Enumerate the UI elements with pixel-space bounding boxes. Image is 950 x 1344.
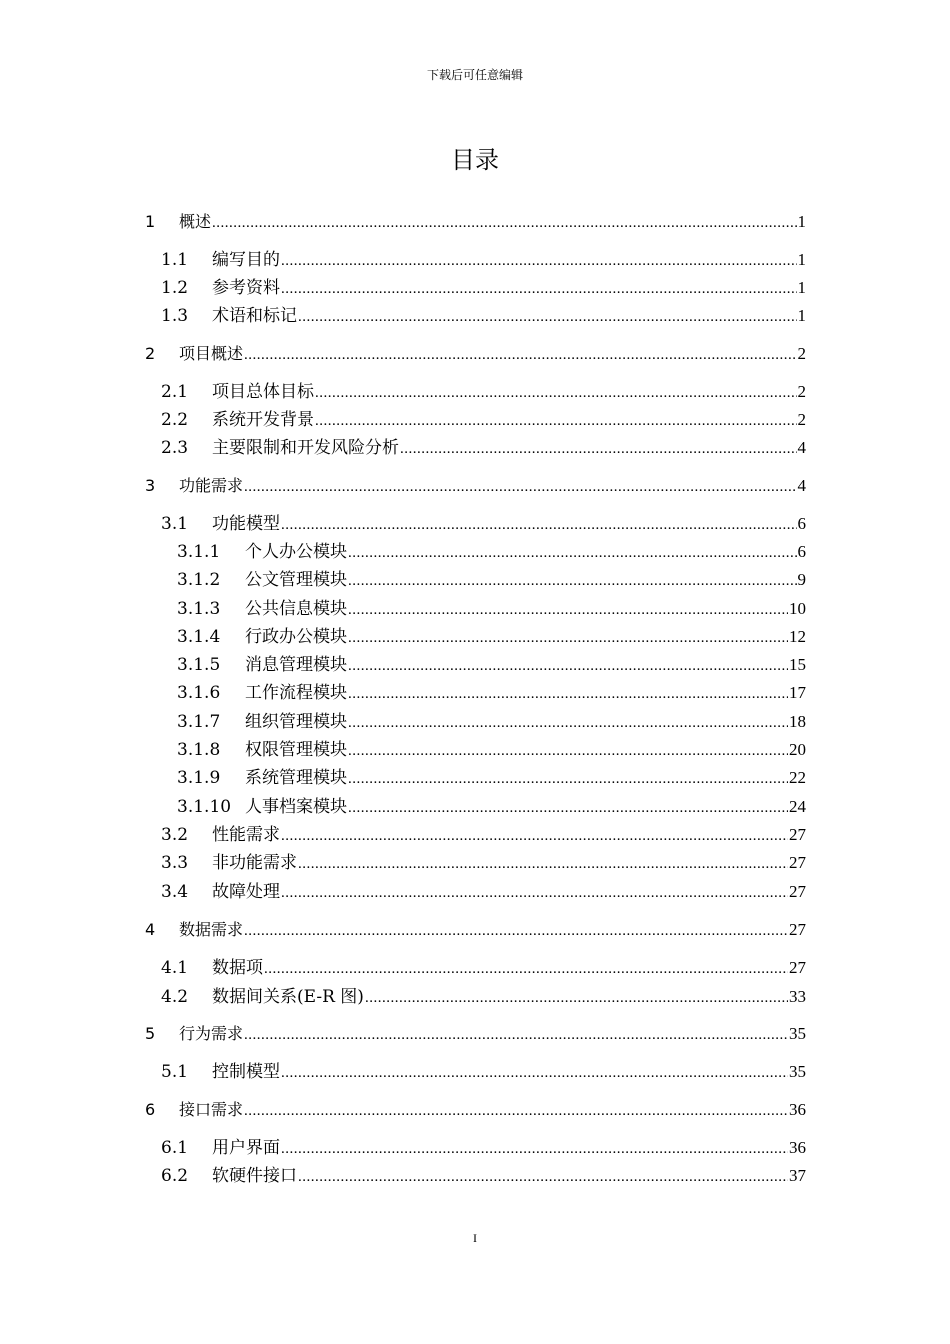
toc-entry[interactable]	[161, 1136, 806, 1160]
toc-entry-page: 6	[797, 542, 806, 561]
toc-dot-leader	[281, 1137, 788, 1161]
toc-dot-leader	[348, 739, 788, 763]
toc-entry[interactable]	[161, 276, 806, 300]
toc-dot-leader	[244, 919, 788, 943]
toc-entry[interactable]	[161, 248, 806, 272]
toc-entry-number: 3.1.6	[177, 683, 221, 703]
toc-entry-page: 12	[789, 627, 806, 646]
toc-dot-leader	[348, 767, 788, 791]
toc-entry[interactable]	[161, 956, 806, 980]
page-header-note: 下载后可任意编辑	[426, 68, 523, 82]
toc-entry-label: 主要限制和开发风险分析	[212, 438, 399, 458]
toc-entry-page: 33	[789, 987, 806, 1006]
toc-entry-label: 公共信息模块	[245, 599, 347, 619]
toc-entry-number: 3.1.9	[177, 768, 221, 788]
toc-entry-label: 编写目的	[212, 250, 280, 270]
toc-entry[interactable]	[161, 408, 806, 432]
toc-entry-page: 10	[789, 599, 806, 618]
toc-dot-leader	[348, 711, 788, 735]
toc-entry[interactable]	[177, 710, 806, 734]
toc-entry-label: 个人办公模块	[245, 542, 347, 562]
toc-entry[interactable]	[177, 766, 806, 790]
toc-dot-leader	[315, 409, 797, 433]
toc-entry-page: 27	[789, 958, 806, 977]
toc-dot-leader	[212, 211, 796, 235]
toc-entry-number: 3.3	[161, 853, 189, 873]
toc-entry-label: 行为需求	[179, 1024, 244, 1043]
toc-dot-leader	[281, 1061, 788, 1085]
toc-entry-number: 3.1.10	[177, 797, 232, 817]
toc-entry-label: 控制模型	[212, 1062, 280, 1082]
toc-entry[interactable]	[177, 597, 806, 621]
toc-entry[interactable]	[161, 823, 806, 847]
toc-entry-number: 4.2	[161, 987, 189, 1007]
toc-entry-page: 18	[789, 712, 806, 731]
toc-entry-number: 2.2	[161, 410, 189, 430]
toc-entry-page: 22	[789, 768, 806, 787]
toc-entry-number: 3.1.8	[177, 740, 221, 760]
toc-dot-leader	[348, 796, 788, 820]
toc-entry[interactable]	[161, 436, 806, 460]
toc-entry[interactable]	[145, 1098, 806, 1122]
toc-entry[interactable]	[161, 985, 806, 1009]
toc-entry-label: 数据间关系(E-R 图)	[212, 987, 364, 1007]
toc-entry-label: 非功能需求	[212, 853, 297, 873]
toc-entry-page: 36	[789, 1138, 806, 1157]
toc-entry-number: 1.1	[161, 250, 189, 270]
toc-entry[interactable]	[177, 653, 806, 677]
toc-entry[interactable]	[161, 380, 806, 404]
toc-entry-label: 术语和标记	[212, 306, 297, 326]
toc-entry-label: 公文管理模块	[245, 570, 347, 590]
toc-entry-label: 数据需求	[179, 920, 244, 939]
toc-entry-label: 系统管理模块	[245, 768, 347, 788]
toc-entry-number: 2.1	[161, 382, 189, 402]
toc-entry-page: 27	[789, 853, 806, 872]
toc-entry[interactable]	[161, 1060, 806, 1084]
toc-dot-leader	[348, 598, 788, 622]
toc-dot-leader	[365, 986, 788, 1010]
toc-dot-leader	[281, 824, 788, 848]
toc-entry-label: 工作流程模块	[245, 683, 347, 703]
toc-entry[interactable]	[177, 681, 806, 705]
toc-entry-page: 27	[789, 882, 806, 901]
toc-dot-leader	[348, 626, 788, 650]
toc-dot-leader	[244, 343, 796, 367]
toc-dot-leader	[244, 1023, 788, 1047]
toc-entry[interactable]	[145, 918, 806, 942]
toc-dot-leader	[298, 852, 788, 876]
toc-entry-number: 3.4	[161, 882, 189, 902]
toc-entry-label: 权限管理模块	[245, 740, 347, 760]
toc-dot-leader	[348, 541, 797, 565]
toc-entry-label: 组织管理模块	[245, 712, 347, 732]
toc-title: 目录	[451, 146, 499, 174]
toc-entry-page: 4	[797, 476, 806, 495]
toc-entry-number: 6	[145, 1100, 156, 1119]
toc-entry-label: 消息管理模块	[245, 655, 347, 675]
toc-entry-number: 1.2	[161, 278, 189, 298]
toc-entry-label: 用户界面	[212, 1138, 280, 1158]
toc-entry-page: 20	[789, 740, 806, 759]
toc-entry-label: 软硬件接口	[212, 1166, 297, 1186]
toc-entry-page: 17	[789, 683, 806, 702]
toc-dot-leader	[348, 654, 788, 678]
toc-entry-label: 接口需求	[179, 1100, 244, 1119]
toc-entry[interactable]	[161, 1164, 806, 1188]
toc-entry[interactable]	[161, 304, 806, 328]
toc-dot-leader	[298, 305, 797, 329]
toc-entry-page: 27	[789, 920, 806, 939]
toc-entry-number: 3.1.5	[177, 655, 221, 675]
toc-entry-number: 3.1.2	[177, 570, 221, 590]
toc-entry-page: 9	[797, 570, 806, 589]
toc-entry-number: 4	[145, 920, 156, 939]
toc-entry-number: 3.1.3	[177, 599, 221, 619]
toc-entry-number: 3.2	[161, 825, 189, 845]
toc-dot-leader	[281, 277, 797, 301]
toc-entry[interactable]	[145, 1022, 806, 1046]
toc-entry-page: 35	[789, 1024, 806, 1043]
toc-entry-number: 6.1	[161, 1138, 189, 1158]
toc-entry-page: 6	[797, 514, 806, 533]
toc-entry-number: 3.1.4	[177, 627, 221, 647]
toc-entry-number: 2	[145, 344, 156, 363]
toc-dot-leader	[400, 437, 797, 461]
toc-entry[interactable]	[145, 474, 806, 498]
toc-dot-leader	[244, 475, 796, 499]
toc-entry-number: 6.2	[161, 1166, 189, 1186]
toc-dot-leader	[298, 1165, 788, 1189]
page-number: I	[473, 1231, 477, 1245]
toc-entry-number: 3.1.7	[177, 712, 221, 732]
toc-dot-leader	[281, 513, 797, 537]
toc-entry-page: 1	[797, 306, 806, 325]
toc-dot-leader	[348, 569, 797, 593]
toc-entry-label: 概述	[179, 212, 212, 231]
toc-entry-number: 2.3	[161, 438, 189, 458]
toc-dot-leader	[244, 1099, 788, 1123]
toc-entry-label: 功能模型	[212, 514, 280, 534]
toc-entry-number: 5.1	[161, 1062, 189, 1082]
toc-entry-page: 1	[797, 278, 806, 297]
toc-entry-page: 2	[797, 382, 806, 401]
toc-entry-page: 37	[789, 1166, 806, 1185]
toc-entry[interactable]	[177, 568, 806, 592]
toc-entry-label: 性能需求	[212, 825, 280, 845]
toc-entry[interactable]	[145, 342, 806, 366]
toc-entry-page: 1	[797, 212, 806, 231]
toc-entry-label: 人事档案模块	[245, 797, 347, 817]
toc-entry-label: 行政办公模块	[245, 627, 347, 647]
toc-entry-label: 参考资料	[212, 278, 280, 298]
toc-entry-page: 2	[797, 344, 806, 363]
toc-entry-page: 15	[789, 655, 806, 674]
toc-entry-label: 项目总体目标	[212, 382, 314, 402]
toc-entry[interactable]	[177, 540, 806, 564]
toc-entry-number: 3.1.1	[177, 542, 221, 562]
toc-entry-page: 35	[789, 1062, 806, 1081]
toc-entry-page: 24	[789, 797, 806, 816]
toc-entry-label: 数据项	[212, 958, 263, 978]
toc-entry-label: 故障处理	[212, 882, 280, 902]
toc-entry[interactable]	[161, 880, 806, 904]
toc-entry-label: 功能需求	[179, 476, 244, 495]
toc-entry-number: 3	[145, 476, 156, 495]
toc-entry[interactable]	[177, 625, 806, 649]
toc-dot-leader	[348, 682, 788, 706]
toc-entry[interactable]	[161, 512, 806, 536]
toc-dot-leader	[264, 957, 788, 981]
toc-dot-leader	[315, 381, 797, 405]
toc-entry-page: 2	[797, 410, 806, 429]
toc-entry-page: 1	[797, 250, 806, 269]
toc-entry-number: 1	[145, 212, 156, 231]
toc-entry-number: 5	[145, 1024, 156, 1043]
toc-entry-label: 系统开发背景	[212, 410, 314, 430]
toc-entry-number: 1.3	[161, 306, 189, 326]
toc-entry-number: 3.1	[161, 514, 189, 534]
toc-entry-page: 4	[797, 438, 806, 457]
toc-dot-leader	[281, 249, 797, 273]
toc-entry[interactable]	[177, 738, 806, 762]
toc-entry[interactable]	[145, 210, 806, 234]
toc-entry[interactable]	[177, 795, 806, 819]
toc-entry-page: 27	[789, 825, 806, 844]
toc-entry-label: 项目概述	[179, 344, 244, 363]
toc-dot-leader	[281, 881, 788, 905]
toc-entry-page: 36	[789, 1100, 806, 1119]
toc-entry-number: 4.1	[161, 958, 189, 978]
toc-entry[interactable]	[161, 851, 806, 875]
